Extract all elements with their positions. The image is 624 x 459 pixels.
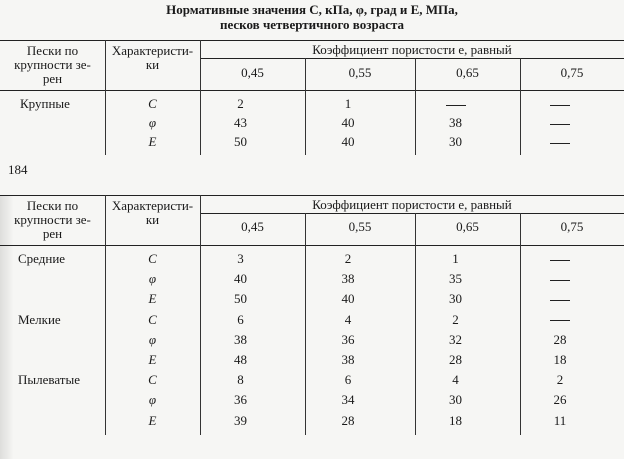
header-porosity-value: 0,75: [560, 65, 584, 80]
dash-mark: [550, 300, 570, 301]
table-cell-value: 28: [341, 412, 355, 428]
dash-mark: [446, 105, 466, 106]
dash-mark: [550, 143, 570, 144]
sand-group-label: Средние: [18, 251, 66, 266]
table-cell-value: 48: [234, 352, 247, 367]
characteristic-symbol: φ: [148, 115, 157, 130]
table-top-rule: [0, 40, 624, 41]
table-cell-value: 28: [553, 331, 567, 347]
page-number: 184: [8, 162, 28, 177]
header-porosity-value: 0,45: [241, 65, 264, 80]
header-sands-label: рен: [42, 71, 63, 86]
header-porosity-value: 0,55: [348, 219, 372, 234]
dash-mark: [550, 105, 570, 106]
table-cell-value: [508, 96, 612, 111]
table-cell-value: 30: [449, 392, 462, 408]
characteristic-symbol: E: [148, 412, 157, 428]
header-porosity-span: Коэффициент пористости e, равный: [312, 42, 512, 57]
dash-mark: [550, 320, 570, 321]
header-bottom-rule: [0, 90, 624, 91]
table-cell-value: 38: [341, 271, 355, 287]
table-cell-value: 2: [556, 372, 564, 388]
header-characteristics-label: Характеристи-: [111, 43, 194, 58]
table-cell-value: 35: [449, 271, 462, 287]
table-cell-value: 38: [234, 331, 247, 347]
table-cell-value: 40: [341, 134, 355, 149]
header-porosity-value: 0,75: [560, 219, 584, 234]
header-porosity-value: 0,65: [456, 65, 479, 80]
table-cell-value: 30: [449, 134, 462, 149]
characteristic-symbol: C: [148, 311, 157, 327]
table-cell-value: 43: [234, 115, 247, 130]
table-cell-value: 38: [449, 115, 462, 130]
header-porosity-value: 0,55: [348, 65, 372, 80]
table-cell-value: 11: [553, 412, 567, 428]
table-cell-value: 18: [449, 412, 462, 428]
table-cell-value: 50: [234, 134, 247, 149]
table-cell-value: 2: [452, 311, 459, 327]
header-characteristics-label: ки: [145, 57, 160, 72]
characteristic-symbol: φ: [148, 271, 157, 287]
sand-group-label: Мелкие: [18, 311, 61, 327]
header-porosity-span: Коэффициент пористости e, равный: [312, 197, 512, 212]
table-cell-value: 39: [234, 412, 247, 428]
table-cell-value: [508, 312, 612, 327]
characteristic-symbol: E: [148, 134, 157, 149]
header-sub-rule: [200, 213, 624, 214]
table-cell-value: 36: [234, 392, 247, 408]
table-cell-value: [508, 134, 612, 149]
table-cell-value: 6: [237, 311, 244, 327]
table-cell-value: [508, 115, 612, 130]
table-cell-value: 4: [452, 372, 459, 388]
header-bottom-rule: [0, 245, 624, 246]
dash-mark: [550, 280, 570, 281]
header-sands-label: крупности зе-: [14, 212, 91, 227]
table-cell-value: 40: [341, 291, 355, 307]
dash-mark: [550, 260, 570, 261]
header-porosity-value: 0,65: [456, 219, 479, 234]
characteristic-symbol: φ: [148, 392, 157, 408]
characteristic-symbol: C: [148, 251, 157, 266]
table-cell-value: 18: [553, 352, 567, 367]
table-cell-value: 38: [341, 352, 355, 367]
characteristic-symbol: C: [148, 96, 157, 111]
table-cell-value: 1: [344, 96, 352, 111]
table-cell-value: [403, 96, 508, 111]
characteristic-symbol: C: [148, 372, 157, 388]
header-sands-label: рен: [42, 226, 63, 241]
table-cell-value: 8: [237, 372, 244, 388]
table-cell-value: 40: [341, 115, 355, 130]
table-cell-value: 6: [344, 372, 352, 388]
header-sands-label: Пески по: [26, 198, 79, 213]
table-cell-value: 3: [237, 251, 244, 266]
characteristic-symbol: φ: [148, 331, 157, 347]
header-sands-label: Пески по: [26, 43, 79, 58]
table-cell-value: [508, 251, 612, 266]
header-sub-rule: [200, 58, 624, 59]
characteristic-symbol: E: [148, 352, 157, 367]
table-cell-value: 40: [234, 271, 247, 287]
sand-group-label: Крупные: [20, 96, 70, 111]
header-characteristics-label: Характеристи-: [111, 198, 194, 213]
title-line-2: песков четвертичного возраста: [219, 17, 405, 32]
title-line-1: Нормативные значения C, кПа, φ, град и E, МПа,: [166, 2, 458, 17]
table-cell-value: 36: [341, 331, 355, 347]
characteristic-symbol: E: [148, 291, 157, 307]
table-cell-value: 32: [449, 331, 462, 347]
table-cell-value: 34: [341, 392, 355, 408]
header-characteristics-label: ки: [145, 212, 160, 227]
table-cell-value: 2: [237, 96, 244, 111]
table-cell-value: 2: [344, 251, 352, 266]
header-sands-label: крупности зе-: [14, 57, 91, 72]
sand-group-label: Пылеватые: [18, 372, 80, 388]
header-porosity-value: 0,45: [241, 219, 264, 234]
table-cell-value: [508, 271, 612, 286]
table-cell-value: 50: [234, 291, 247, 307]
table-cell-value: 28: [449, 352, 462, 367]
table-cell-value: 26: [553, 392, 567, 408]
table-cell-value: 1: [452, 251, 459, 266]
table-cell-value: 4: [344, 311, 352, 327]
table-cell-value: [508, 291, 612, 306]
table-top-rule: [0, 195, 624, 196]
table-cell-value: 30: [449, 291, 462, 307]
dash-mark: [550, 124, 570, 125]
